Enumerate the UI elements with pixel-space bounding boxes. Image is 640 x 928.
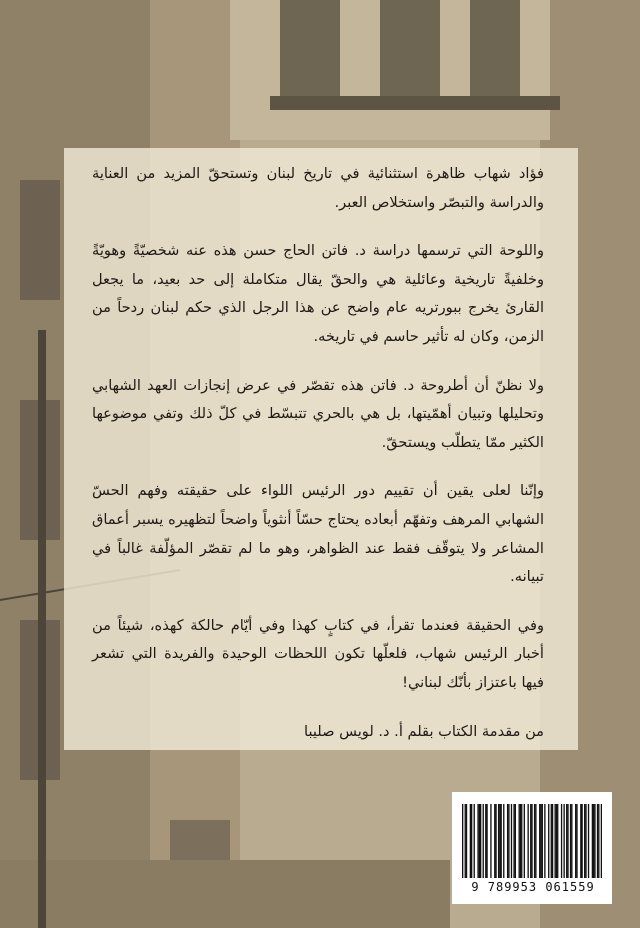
isbn-number: 9 789953 061559	[471, 880, 595, 894]
barcode-bar	[462, 804, 463, 878]
barcode-bar	[519, 804, 520, 878]
barcode-bar	[598, 804, 599, 878]
barcode-bar	[576, 804, 577, 878]
back-cover-text	[92, 160, 544, 766]
barcode-bar	[554, 804, 555, 878]
barcode-bar	[539, 804, 540, 878]
barcode-bar	[592, 804, 593, 878]
isbn-barcode	[452, 792, 612, 904]
barcode-bar	[524, 804, 525, 878]
barcode-bar	[485, 804, 486, 878]
paragraph-1: فؤاد شهاب ظاهرة استثنائية في تاريخ لبنان وتستحقّ المزيد من العناية والدراسة والتبصّر واستخلاص العبر.	[92, 165, 544, 211]
barcode-bar	[557, 804, 558, 878]
barcode-bar	[530, 804, 531, 878]
barcode-bar	[477, 804, 478, 878]
barcode-bar	[534, 804, 535, 878]
barcode-bar	[528, 804, 529, 878]
signature: من مقدمة الكتاب بقلم أ. د. لويس صليبا	[304, 722, 544, 740]
barcode-bar	[466, 804, 467, 878]
barcode-bar	[585, 804, 586, 878]
barcode-bar	[483, 804, 484, 878]
barcode-bar	[588, 804, 589, 878]
barcode-bar	[470, 804, 471, 878]
barcode-bar	[465, 804, 466, 878]
barcode-bar	[542, 804, 543, 878]
paragraph-2: واللوحة التي ترسمها دراسة د. فاتن الحاج حسن هذه عنه شخصيّةً وهويّةً وخلفيةً تاريخية وعائلية هي والحقّ يقال متكاملة إلى حد بعيد، ما يجعل القارئ يخرج ببورتريه عام واضح عن هذا الرجل الذي حكم لبنان ردحاً من الزمن، وكان له تأثير حاسم في تاريخه.	[92, 242, 544, 345]
barcode-bar	[544, 804, 545, 878]
barcode-bar	[571, 804, 572, 878]
barcode-bar	[551, 804, 552, 878]
barcode-bar	[540, 804, 541, 878]
barcode-bar	[601, 804, 602, 878]
barcode-bar	[498, 804, 499, 878]
barcode-bar	[508, 804, 509, 878]
barcode-bar	[561, 804, 562, 878]
paragraph-3: ولا نظنّ أن أطروحة د. فاتن هذه تقصّر في عرض إنجازات العهد الشهابي وتحليلها وتبيان أهمّيتها، بل هي بالحري تتبسّط في كلّ ذلك وتفي موضوعها الكثير ممّا يتطلّب ويستحقّ.	[92, 376, 544, 451]
barcode-bar	[597, 804, 598, 878]
barcode-bar	[593, 804, 594, 878]
barcode-bar	[499, 804, 500, 878]
barcode-bar	[495, 804, 496, 878]
barcode-bar	[548, 804, 549, 878]
barcode-bar	[501, 804, 502, 878]
paragraph-4: وإنّنا لعلى يقين أن تقييم دور الرئيس اللواء على حقيقته وفهم الحسّ الشهابي المرهف وتفهّم أبعاده يحتاج حسّاً أنثوياً واضحاً لتظهيره يسبر أعماق المشاعر ولا يتوقّف فقط عند الظواهر، وهو ما لم تقصّر المؤلّفة غالباً في تبيانه.	[92, 482, 544, 586]
barcode-bar	[556, 804, 557, 878]
paragraph-5: وفي الحقيقة فعندما تقرأ، في كتابٍ كهذا وفي أيّام حالكة كهذه، شيئاً من أخبار الرئيس شهاب، فلعلّها تكون اللحظات الوحيدة والفريدة التي تشعر فيها باعتزاز بأنّك لبناني!	[92, 616, 544, 691]
barcode-bar	[567, 804, 568, 878]
barcode-bar	[513, 804, 514, 878]
barcode-bar	[503, 804, 504, 878]
barcode-bar	[581, 804, 582, 878]
barcode-bar	[511, 804, 512, 878]
barcode-bar	[580, 804, 581, 878]
barcode-bar	[570, 804, 571, 878]
barcode-bar	[584, 804, 585, 878]
barcode-bar	[486, 804, 487, 878]
barcode-bar	[575, 804, 576, 878]
barcode-bar	[566, 804, 567, 878]
barcode-bar	[535, 804, 536, 878]
barcode-bar	[520, 804, 521, 878]
barcode-bar	[515, 804, 516, 878]
barcode-bar	[531, 804, 532, 878]
barcode-bar	[480, 804, 481, 878]
barcode-bar	[474, 804, 475, 878]
barcode-bars	[462, 804, 602, 880]
barcode-bar	[563, 804, 564, 878]
barcode-bar	[494, 804, 495, 878]
barcode-bar	[521, 804, 522, 878]
barcode-bar	[471, 804, 472, 878]
barcode-bar	[507, 804, 508, 878]
barcode-bar	[479, 804, 480, 878]
barcode-bar	[552, 804, 553, 878]
barcode-bar	[490, 804, 491, 878]
barcode-bar	[594, 804, 595, 878]
